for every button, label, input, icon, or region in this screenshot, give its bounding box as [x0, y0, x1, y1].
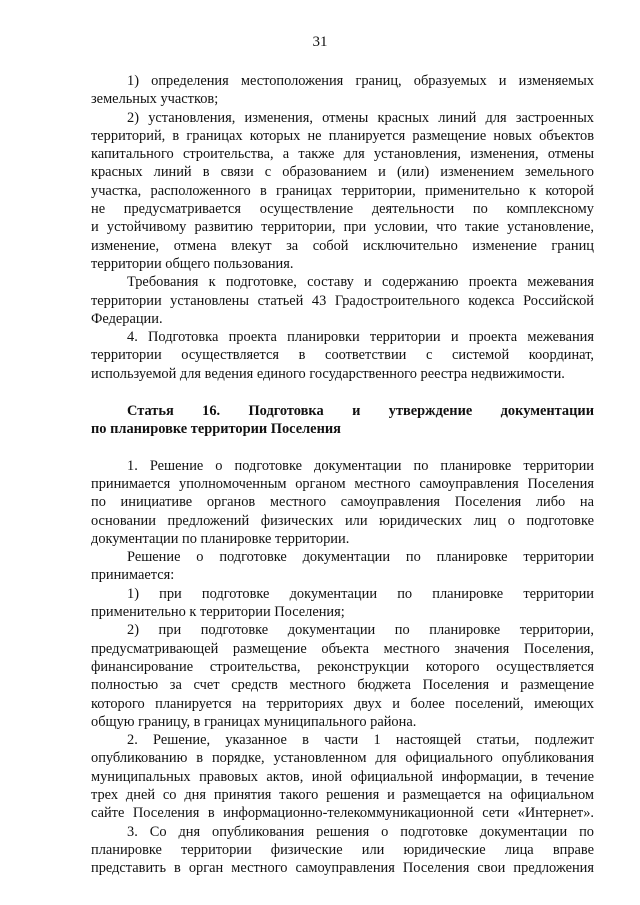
text-line: Федерации.: [91, 310, 163, 327]
text-line: предусматривающей размещение объекта местного значения Поселения,: [91, 640, 594, 657]
text-line: территорий, в границах которых не планируется размещение новых объектов: [91, 127, 594, 144]
text-line: применительно к территории Поселения;: [91, 604, 345, 621]
text-line: 1. Решение о подготовке документации по планировке территории: [127, 457, 594, 474]
text-line: 1) определения местоположения границ, образуемых и изменяемых: [127, 73, 594, 89]
text-line: 2) установления, изменения, отмены красных линий для застроенных: [127, 109, 594, 126]
document-body: [91, 72, 594, 877]
text-line: Решение о подготовке документации по планировке территории: [127, 549, 594, 566]
text-line: земельных участков;: [91, 91, 219, 108]
text-line: муниципальных правовых актов, иной официальной информации, в течение: [91, 768, 594, 785]
text-line: принимается:: [91, 567, 175, 584]
page-number: 31: [312, 34, 328, 50]
text-line: территории общего пользования.: [91, 255, 294, 272]
text-line: 2. Решение, указанное в части 1 настоящей статьи, подлежит: [127, 732, 594, 749]
text-line: территории установлены статьей 43 Градостроительного кодекса Российской: [91, 292, 594, 309]
text-line: принимается уполномоченным органом местного самоуправления Поселения: [91, 475, 594, 492]
paragraph-gap: [91, 438, 594, 457]
paragraph-gap: [91, 383, 594, 402]
text-line: представить в орган местного самоуправления Поселения свои предложения: [91, 860, 594, 877]
text-line: общую границу, в границах муниципального района.: [91, 713, 417, 730]
text-line: территории осуществляется в соответствии с системой координат,: [91, 347, 594, 364]
text-line: основании предложений физических или юридических лиц о подготовке: [91, 512, 594, 529]
text-line: 1) при подготовке документации по планировке территории: [127, 585, 594, 602]
text-line: красных линий в связи с образованием и (или) изменением земельного: [91, 164, 594, 181]
text-line: участка, расположенного в границах территории, применительно к которой: [91, 182, 594, 199]
text-line: изменение, отмена влекут за собой исключительно изменение границ: [91, 237, 594, 254]
text-line: финансирование строительства, реконструкции которого осуществляется: [91, 658, 594, 675]
text-line: полностью за счет средств местного бюджета Поселения и размещение: [91, 677, 594, 694]
text-line: 3. Со дня опубликования решения о подготовке документации по: [127, 823, 594, 840]
text-line: не предусматривается осуществление деятельности по комплексному: [91, 201, 594, 218]
text-line: капитального строительства, а также для установления, изменения, отмены: [91, 146, 594, 163]
text-line: используемой для ведения единого государственного реестра недвижимости.: [91, 365, 565, 382]
text-line: которого планируется на территориях двух и более поселений, имеющих: [91, 695, 594, 712]
heading-line: по планировке территории Поселения: [91, 420, 341, 437]
text-line: опубликованию в порядке, установленном для официального опубликования: [91, 750, 594, 767]
text-line: по инициативе органов местного самоуправления Поселения либо на: [91, 494, 594, 511]
text-line: планировке территории физические или юридические лица вправе: [91, 841, 594, 858]
text-line: 2) при подготовке документации по планировке территории,: [127, 622, 594, 639]
text-line: Требования к подготовке, составу и содержанию проекта межевания: [127, 274, 594, 291]
heading-line: Статья 16. Подготовка и утверждение документации: [127, 402, 594, 419]
text-line: трех дней со дня принятия такого решения и размещается на официальном: [91, 786, 594, 803]
text-line: сайте Поселения в информационно-телекоммуникационной сети «Интернет».: [91, 805, 594, 822]
text-line: и устойчивому развитию территории, при условии, что такие установление,: [91, 219, 594, 236]
text-line: 4. Подготовка проекта планировки территории и проекта межевания: [127, 329, 594, 346]
text-line: документации по планировке территории.: [91, 530, 350, 547]
